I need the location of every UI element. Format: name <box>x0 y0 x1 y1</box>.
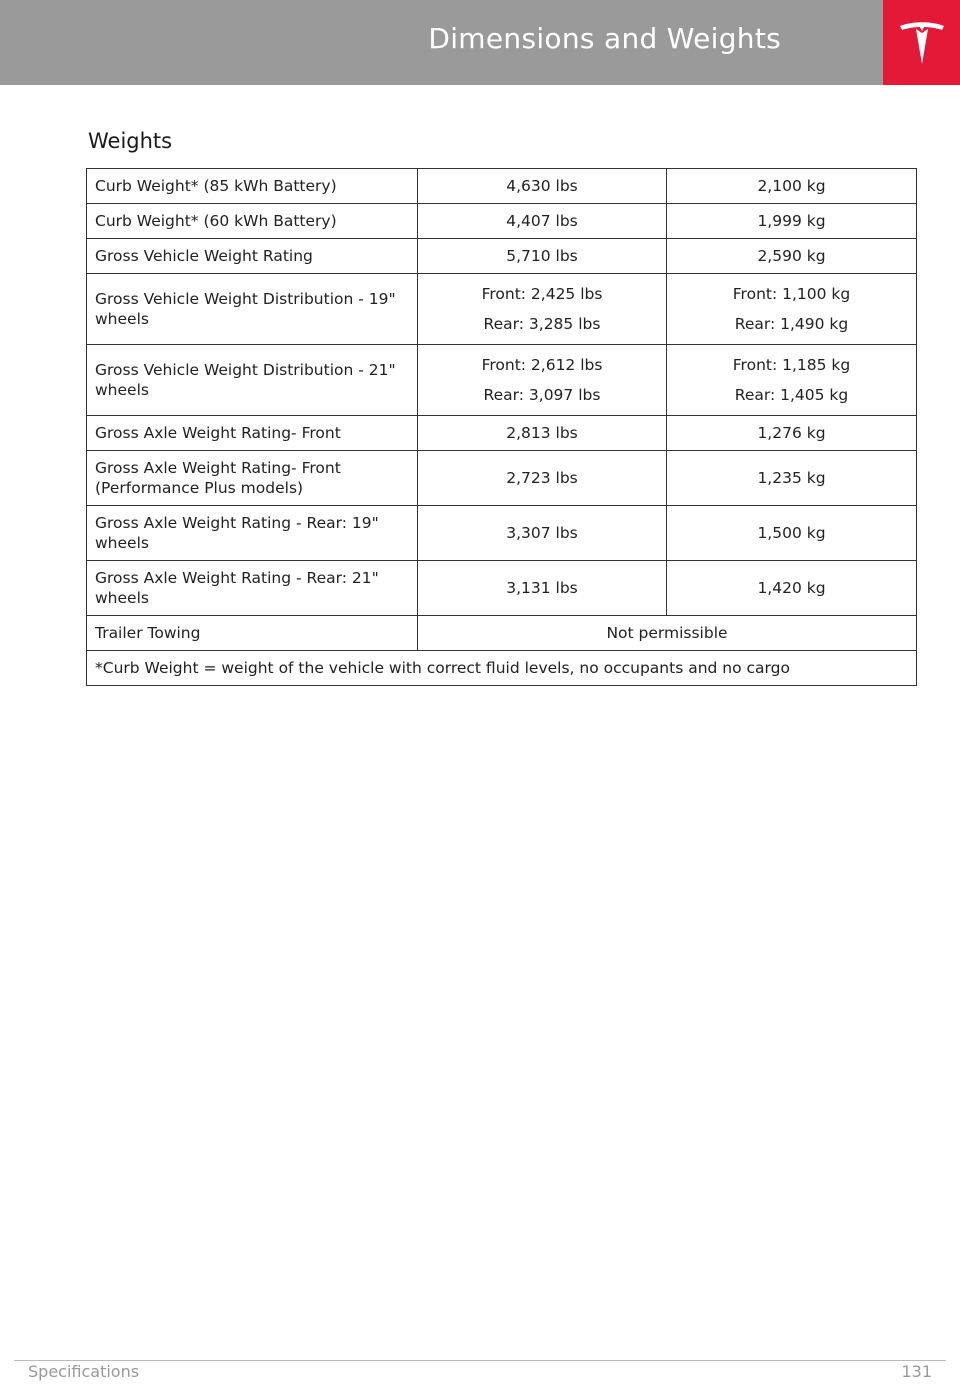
footer-divider <box>14 1360 946 1361</box>
table-row <box>87 506 917 561</box>
metric-value <box>667 274 917 345</box>
footnote: *Curb Weight = weight of the vehicle with correct fluid levels, no occupants and no cargo <box>87 651 917 686</box>
row-label: Gross Vehicle Weight Rating <box>87 239 418 274</box>
imperial-value: 2,813 lbs <box>418 416 667 451</box>
table-row <box>87 204 917 239</box>
front-value: Front: 1,185 kg <box>732 356 851 374</box>
metric-value <box>667 345 917 416</box>
row-label: Gross Vehicle Weight Distribution - 19" wheels <box>87 274 418 345</box>
row-label: Curb Weight* (85 kWh Battery) <box>87 169 418 204</box>
row-label: Gross Axle Weight Rating - Rear: 19" wheels <box>87 506 418 561</box>
header-bar <box>0 0 883 85</box>
metric-value: 1,999 kg <box>667 204 917 239</box>
front-value: Front: 2,425 lbs <box>481 285 603 303</box>
front-value: Front: 2,612 lbs <box>481 356 603 374</box>
footer-section: Specifications <box>28 1362 140 1381</box>
metric-value: 2,100 kg <box>667 169 917 204</box>
table-row <box>87 239 917 274</box>
row-label: Curb Weight* (60 kWh Battery) <box>87 204 418 239</box>
table-row <box>87 451 917 506</box>
rear-value: Rear: 1,490 kg <box>734 315 849 333</box>
row-label: Gross Vehicle Weight Distribution - 21" wheels <box>87 345 418 416</box>
imperial-value: 3,131 lbs <box>418 561 667 616</box>
table-row <box>87 416 917 451</box>
section-title: Weights <box>88 129 173 153</box>
metric-value: 1,420 kg <box>667 561 917 616</box>
page-title: Dimensions and Weights <box>428 22 781 55</box>
brand-logo-box <box>883 0 960 85</box>
front-value: Front: 1,100 kg <box>732 285 851 303</box>
row-label: Gross Axle Weight Rating - Rear: 21" wheels <box>87 561 418 616</box>
imperial-value: 4,630 lbs <box>418 169 667 204</box>
weights-table <box>86 168 917 686</box>
table-row <box>87 274 917 345</box>
table-row <box>87 169 917 204</box>
metric-value: 2,590 kg <box>667 239 917 274</box>
row-label: Gross Axle Weight Rating- Front (Performance Plus models) <box>87 451 418 506</box>
metric-value: 1,235 kg <box>667 451 917 506</box>
imperial-value: 2,723 lbs <box>418 451 667 506</box>
rear-value: Rear: 1,405 kg <box>734 386 849 404</box>
tesla-logo-icon <box>896 17 948 69</box>
rear-value: Rear: 3,285 lbs <box>483 315 601 333</box>
imperial-value <box>418 274 667 345</box>
metric-value: 1,500 kg <box>667 506 917 561</box>
table-row <box>87 561 917 616</box>
table-row <box>87 345 917 416</box>
page-number: 131 <box>901 1362 932 1381</box>
row-label: Gross Axle Weight Rating- Front <box>87 416 418 451</box>
imperial-value: 5,710 lbs <box>418 239 667 274</box>
row-label: Trailer Towing <box>87 616 418 651</box>
rear-value: Rear: 3,097 lbs <box>483 386 601 404</box>
imperial-value <box>418 345 667 416</box>
imperial-value: 4,407 lbs <box>418 204 667 239</box>
table-row <box>87 651 917 686</box>
towing-value: Not permissible <box>418 616 917 651</box>
imperial-value: 3,307 lbs <box>418 506 667 561</box>
table-row <box>87 616 917 651</box>
metric-value: 1,276 kg <box>667 416 917 451</box>
